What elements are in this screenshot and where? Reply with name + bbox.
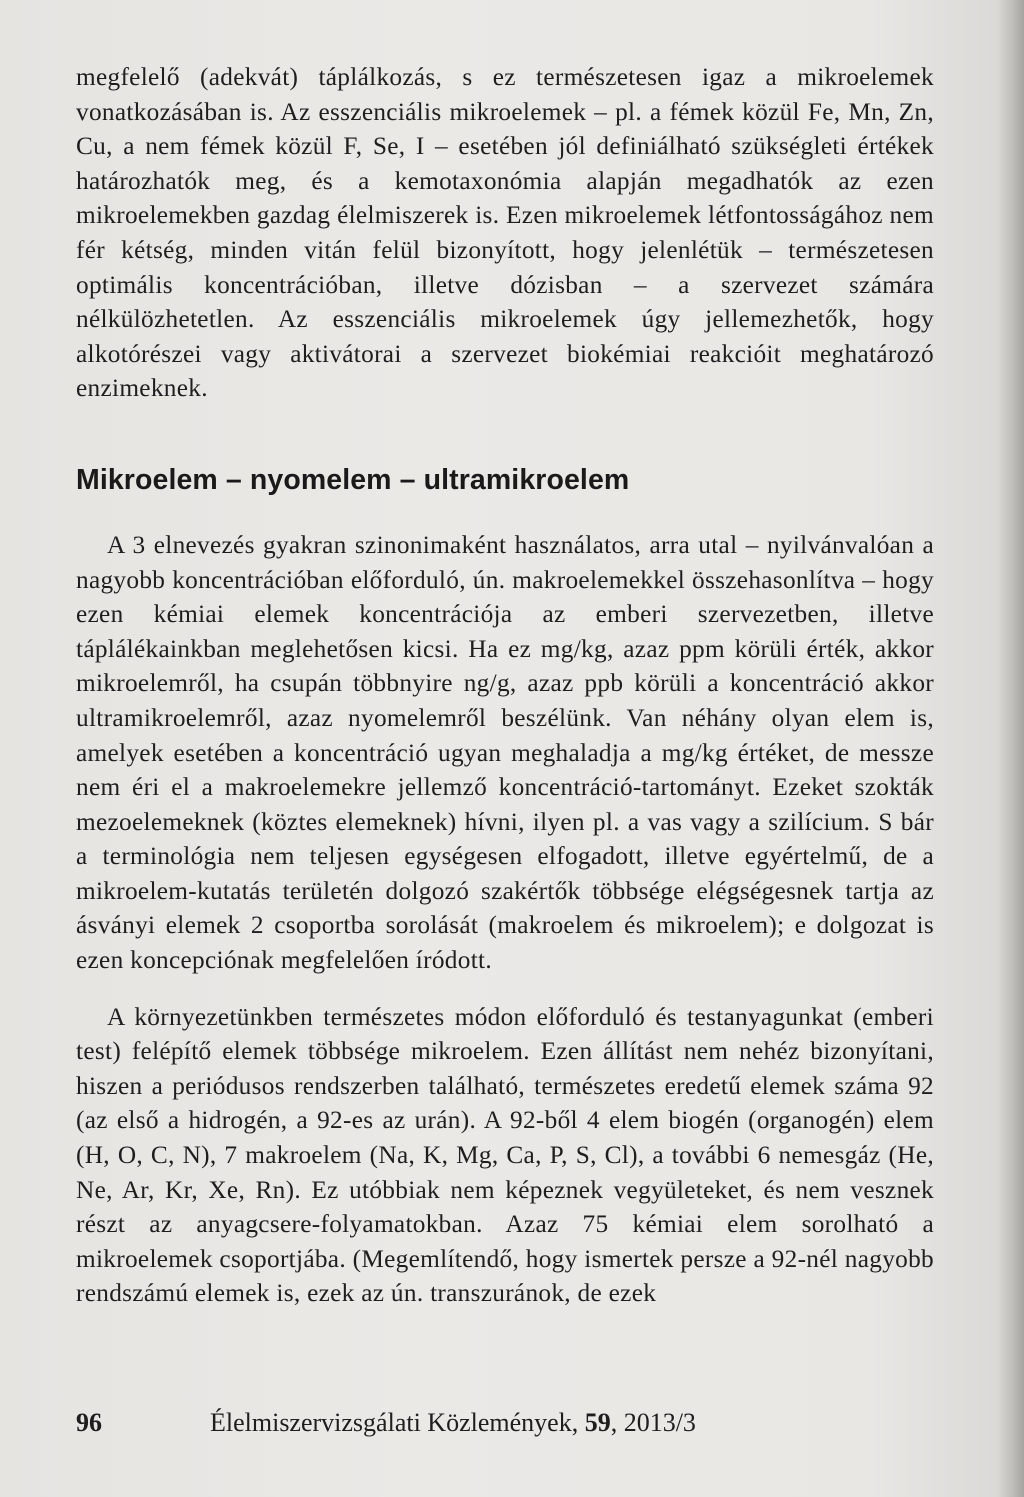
journal-title: Élelmiszervizsgálati Közlemények,: [210, 1408, 585, 1437]
page-number: 96: [76, 1408, 102, 1437]
section-heading: Mikroelem – nyomelem – ultramikroelem: [76, 463, 630, 496]
section-paragraph-2: A környezetünkben természetes módon előforduló és testanyagunkat (emberi test) felépítő elemek többsége mikroelem. Ezen állítást nem nehéz bizonyítani, hiszen a periódusos rendszerben található, természetes eredetű elemek száma 92 (az első a hidrogén, a 92-es az urán). A 92-ből 4 elem biogén (organogén) elem (H, O, C, N), 7 makroelem (Na, K, Mg, Ca, P, S, Cl), a további 6 nemesgáz (He, Ne, Ar, Kr, Xe, Rn). Ez utóbbiak nem képeznek vegyületeket, és nem vesznek részt az anyagcsere-folyamatokban. Azaz 75 kémiai elem sorolható a mikroelemek csoportjába. (Megemlítendő, hogy ismertek persze a 92-nél nagyobb rendszámú elemek is, ezek az ún. transzuránok, de ezek: [76, 1002, 934, 1308]
journal-volume: 59: [584, 1408, 611, 1437]
journal-issue: , 2013/3: [610, 1408, 696, 1437]
page-body: [76, 60, 934, 1311]
journal-citation: [210, 1406, 696, 1440]
page-edge-shadow: [998, 0, 1024, 1497]
intro-paragraph: megfelelő (adekvát) táplálkozás, s ez természetesen igaz a mikroelemek vonatkozásában is. Az esszenciális mikroelemek – pl. a fémek közül Fe, Mn, Zn, Cu, a nem fémek közül F, Se, I – esetében jól definiálható szükségleti értékek határozhatók meg, és a kemotaxonómia alapján megadhatók az ezen mikroelemekben gazdag élelmiszerek is. Ezen mikroelemek létfontosságához nem fér kétség, minden vitán felül bizonyított, hogy jelenlétük – természetesen optimális koncentrációban, illetve dózisban – a szervezet számára nélkülözhetetlen. Az esszenciális mikroelemek úgy jellemezhetők, hogy alkotórészei vagy aktivátorai a szervezet biokémiai reakcióit meghatározó enzimeknek.: [76, 63, 934, 403]
page-footer: [76, 1406, 934, 1440]
section-paragraph-1: A 3 elnevezés gyakran szinonimaként használatos, arra utal – nyilvánvalóan a nagyobb koncentrációban előforduló, ún. makroelemekkel összehasonlítva – hogy ezen kémiai elemek koncentrációja az emberi szervezetben, illetve táplálékainkban meglehetősen kicsi. Ha ez mg/kg, azaz ppm körüli érték, akkor mikroelemről, ha csupán többnyire ng/g, azaz ppb körüli a koncentráció akkor ultramikroelemről, azaz nyomelemről beszélünk. Van néhány olyan elem is, amelyek esetében a koncentráció ugyan meghaladja a mg/kg értéket, de messze nem éri el a makroelemekre jellemző koncentráció-tartományt. Ezeket szokták mezoelemeknek (köztes elemeknek) hívni, ilyen pl. a vas vagy a szilícium. S bár a terminológia nem teljesen egységesen elfogadott, illetve egyértelmű, de a mikroelem-kutatás területén dolgozó szakértők többsége elégségesnek tartja az ásványi elemek 2 csoportba sorolását (makroelem és mikroelem); e dolgozat is ezen koncepciónak megfelelően íródott.: [76, 530, 934, 975]
